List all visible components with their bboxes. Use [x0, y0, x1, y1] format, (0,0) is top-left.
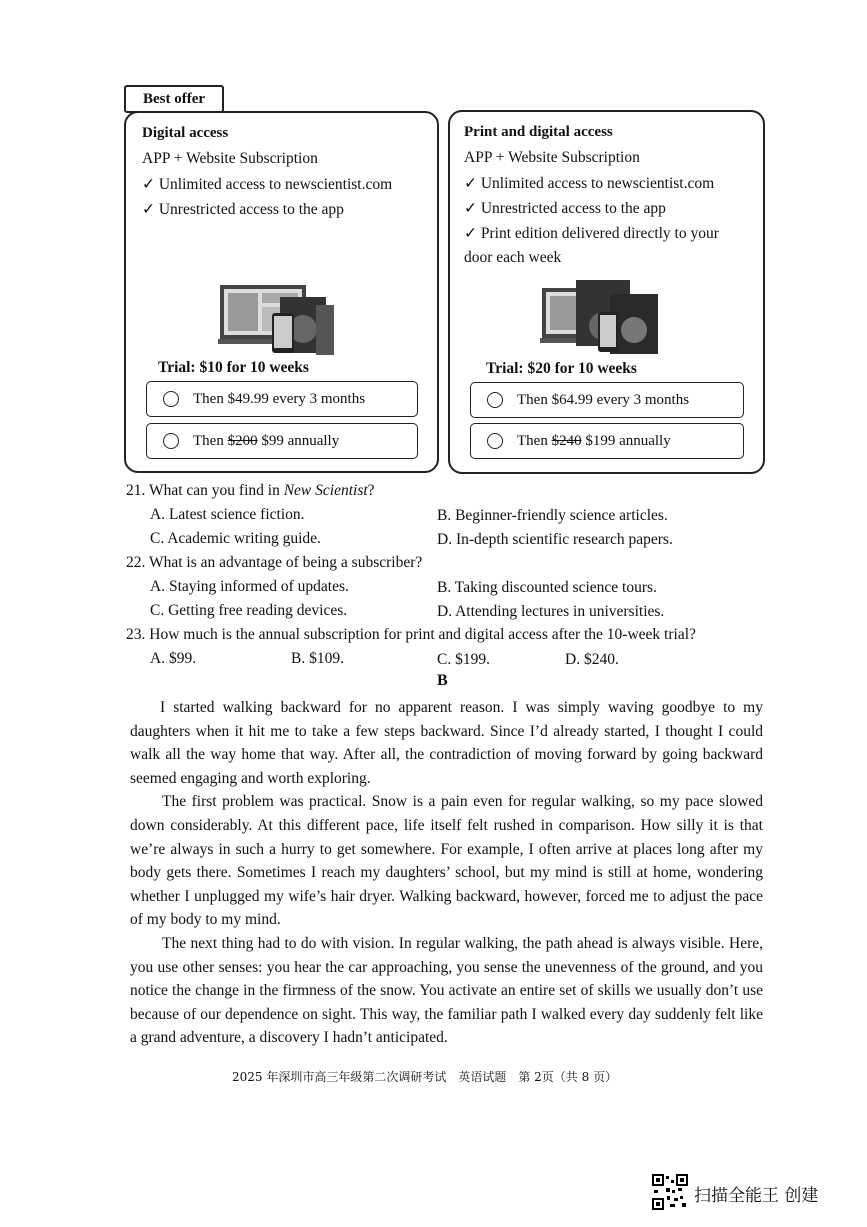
option-c[interactable]: C. Getting free reading devices.: [150, 602, 348, 619]
passage: [130, 696, 763, 1050]
trial-price: Trial: $10 for 10 weeks: [158, 359, 309, 376]
page-footer: 2025 年深圳市高三年级第二次调研考试 英语试题 第 2页（共 8 页）: [232, 1070, 618, 1084]
devices-image: [218, 283, 338, 358]
devices-image: [540, 278, 662, 358]
old-price: $200: [227, 433, 258, 449]
card-feature: ✓ Unrestricted access to the app: [464, 200, 666, 217]
question-23-stem: 23. How much is the annual subscription for print and digital access after the 10-week trial?: [126, 626, 696, 643]
card-title: Print and digital access: [464, 124, 613, 140]
option-label: Then $49.99 every 3 months: [193, 391, 366, 407]
option-a[interactable]: A. Staying informed of updates.: [150, 578, 349, 595]
option-a[interactable]: A. Latest science fiction.: [150, 506, 305, 523]
option-a[interactable]: A. $99.: [150, 650, 197, 667]
option-quarterly[interactable]: [146, 381, 418, 417]
print-digital-access-card: [448, 110, 765, 474]
option-label: Then $240 $199 annually: [517, 433, 671, 449]
paragraph: I started walking backward for no apparent reason. I was simply waving goodbye to my daughters when it hit me to take a few steps backward. Since I’d already started, I thought I could walk all the way home that way. After all, the contradiction of moving forward by going backward seemed engaging and worth exploring.: [130, 699, 763, 787]
option-d[interactable]: D. Attending lectures in universities.: [437, 603, 665, 620]
option-d[interactable]: D. In-depth scientific research papers.: [437, 531, 673, 548]
digital-access-card: [124, 111, 439, 473]
paragraph: The first problem was practical. Snow is a pain even for regular walking, so my pace slowed down considerably. At this different pace, life itself felt rushed in comparison. How silly it is that we’re always in such a hurry to get somewhere. For example, I often arrive at places long after my body gets there. Sometimes I reach my daughters’ school, but my mind is still at home, wondering whether I unplugged my wife’s hair dryer. Walking backward, however, forced me to adjust the pace of my body to my mind.: [130, 793, 763, 929]
radio-icon[interactable]: [487, 433, 503, 449]
question-22-stem: 22. What is an advantage of being a subscriber?: [126, 554, 423, 571]
card-feature: ✓ Unlimited access to newscientist.com: [464, 175, 715, 192]
paragraph: The next thing had to do with vision. In regular walking, the path ahead is always visible. Here, you use other senses: you hear the car approaching, you sense the unevenness of the ground, and you notice the change in the firmness of the snow. You activate an entire set of skills we usually don’t use because of our dependence on sight. This way, the familiar path I walked every day suddenly felt like a grand adventure, a discovery I hadn’t anticipated.: [130, 934, 763, 1047]
option-b[interactable]: B. Taking discounted science tours.: [437, 579, 657, 596]
option-label: Then $200 $99 annually: [193, 433, 340, 449]
section-title: B: [437, 672, 448, 689]
option-c[interactable]: C. $199.: [437, 651, 490, 668]
option-b[interactable]: B. $109.: [291, 650, 344, 667]
card-subtitle: APP + Website Subscription: [464, 149, 640, 166]
option-b[interactable]: B. Beginner-friendly science articles.: [437, 507, 668, 524]
card-subtitle: APP + Website Subscription: [142, 150, 318, 167]
card-feature: ✓ Unlimited access to newscientist.com: [142, 176, 393, 193]
option-d[interactable]: D. $240.: [565, 651, 619, 668]
option-quarterly[interactable]: [470, 382, 744, 418]
trial-price: Trial: $20 for 10 weeks: [486, 360, 637, 377]
option-annual[interactable]: [470, 423, 744, 459]
old-price: $240: [551, 433, 582, 449]
option-annual[interactable]: [146, 423, 418, 459]
card-feature: ✓ Unrestricted access to the app: [142, 201, 344, 218]
best-offer-badge: Best offer: [124, 85, 224, 113]
watermark: 扫描全能王 创建: [694, 1186, 819, 1206]
option-c[interactable]: C. Academic writing guide.: [150, 530, 321, 547]
question-21-stem: 21. What can you find in New Scientist?: [126, 482, 375, 499]
qr-code-icon: [652, 1174, 688, 1210]
card-title: Digital access: [142, 125, 229, 141]
option-label: Then $64.99 every 3 months: [517, 392, 690, 408]
radio-icon[interactable]: [487, 392, 503, 408]
card-feature: door each week: [464, 249, 562, 266]
radio-icon[interactable]: [163, 391, 179, 407]
card-feature: ✓ Print edition delivered directly to your: [464, 225, 719, 242]
radio-icon[interactable]: [163, 433, 179, 449]
